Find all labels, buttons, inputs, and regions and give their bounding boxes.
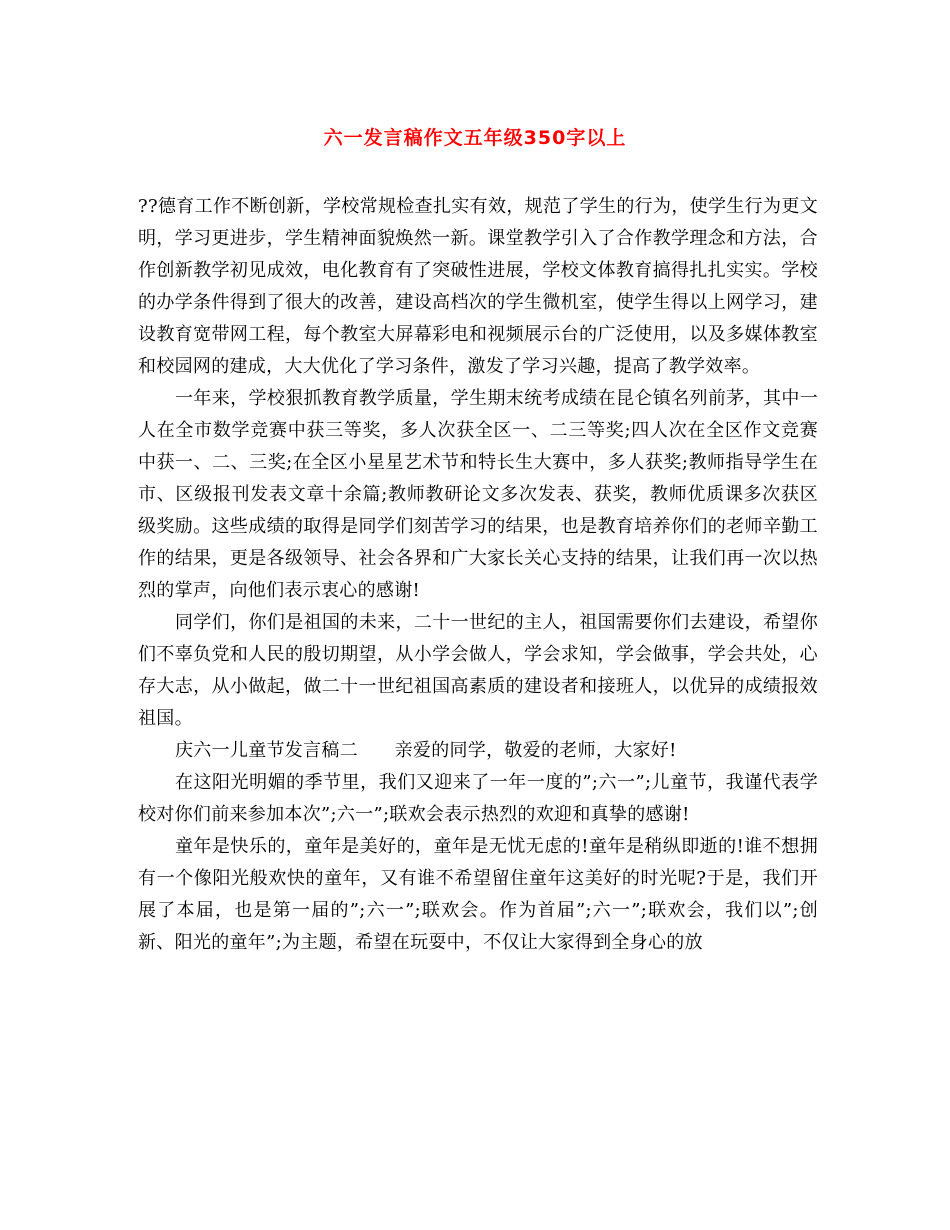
- paragraph: 庆六一儿童节发言稿二 亲爱的同学，敬爱的老师，大家好!: [175, 740, 677, 761]
- paragraph: 在这阳光明媚的季节里，我们又迎来了一年一度的”;六一”;儿童节，我谨代表学校对你们前来参加本次”;六一”;联欢会表示热烈的欢迎和真挚的感谢!: [138, 772, 818, 825]
- document-body: [138, 191, 818, 959]
- paragraph: 一年来，学校狠抓教育教学质量，学生期末统考成绩在昆仑镇名列前茅，其中一人在全市数学竞赛中获三等奖，多人次获全区一、二三等奖;四人次在全区作文竞赛中获一、二、三奖;在全区小星星艺术节和特长生大赛中，多人获奖;教师指导学生在市、区级报刊发表文章十余篇;教师教研论文多次发表、获奖，教师优质课多次获区级奖励。这些成绩的取得是同学们刻苦学习的结果，也是教育培养你们的老师辛勤工作的结果，更是各级领导、社会各界和广大家长关心支持的结果，让我们再一次以热烈的掌声，向他们表示衷心的感谢!: [138, 388, 818, 601]
- paragraph: 童年是快乐的，童年是美好的，童年是无忧无虑的!童年是稍纵即逝的!谁不想拥有一个像阳光般欢快的童年，又有谁不希望留住童年这美好的时光呢?于是，我们开展了本届，也是第一届的”;六一”;联欢会。作为首届”;六一”;联欢会，我们以”;创新、阳光的童年”;为主题，希望在玩耍中，不仅让大家得到全身心的放: [138, 836, 818, 953]
- paragraph: ??德育工作不断创新，学校常规检查扎实有效，规范了学生的行为，使学生行为更文明，学习更进步，学生精神面貌焕然一新。课堂教学引入了合作教学理念和方法，合作创新教学初见成效，电化教育有了突破性进展，学校文体教育搞得扎扎实实。学校的办学条件得到了很大的改善，建设高档次的学生微机室，使学生得以上网学习，建设教育宽带网工程，每个教室大屏幕彩电和视频展示台的广泛使用，以及多媒体教室和校园网的建成，大大优化了学习条件，激发了学习兴趣，提高了教学效率。: [138, 196, 818, 377]
- document-title: 六一发言稿作文五年级350字以上: [323, 127, 627, 149]
- paragraph: 同学们，你们是祖国的未来，二十一世纪的主人，祖国需要你们去建设，希望你们不辜负党和人民的殷切期望，从小学会做人，学会求知，学会做事，学会共处，心存大志，从小做起，做二十一世纪祖国高素质的建设者和接班人，以优异的成绩报效祖国。: [138, 612, 818, 729]
